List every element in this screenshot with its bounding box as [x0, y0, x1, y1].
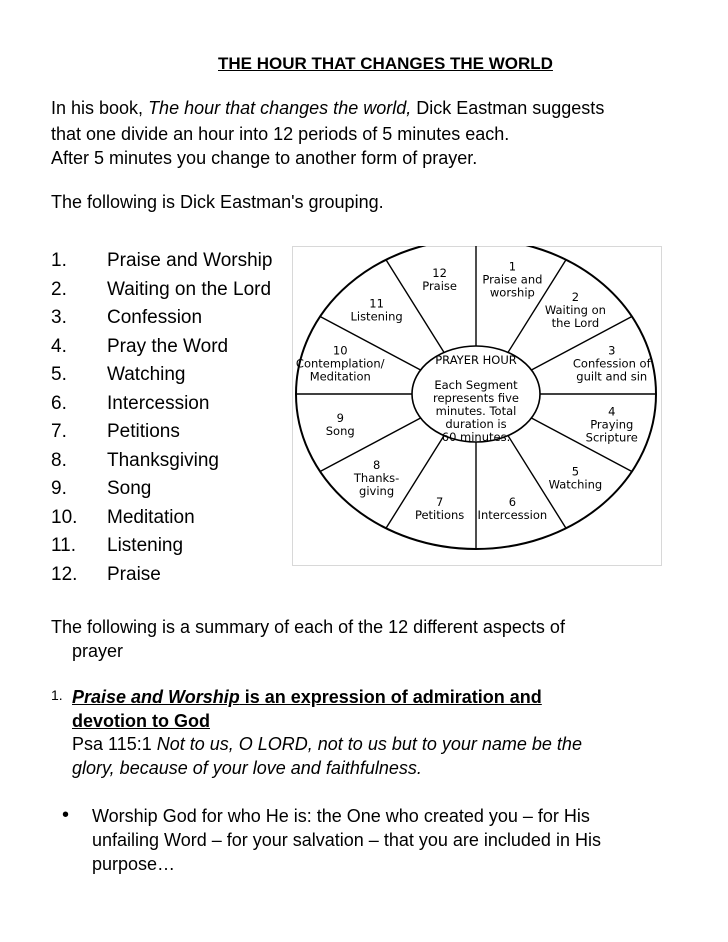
- wheel-segment-label: Contemplation/: [295, 356, 385, 371]
- wheel-segment-label: 5: [571, 464, 580, 479]
- list-item: Listening: [107, 535, 184, 556]
- summary-intro: The following is a summary of each of the 12 different aspects of: [51, 617, 565, 637]
- page-title: THE HOUR THAT CHANGES THE WORLD: [218, 54, 553, 73]
- bullet-line-3: purpose…: [92, 854, 176, 874]
- intro-line-2: that one divide an hour into 12 periods of 5 minutes each.: [51, 124, 510, 144]
- list-item: Waiting on the Lord: [107, 279, 272, 300]
- wheel-segment-label: Confession of: [572, 356, 651, 371]
- list-number: 10.: [51, 507, 78, 528]
- item-number: 1.: [51, 687, 63, 703]
- grouping-intro: The following is Dick Eastman's grouping.: [51, 192, 384, 212]
- list-number: 5.: [51, 364, 67, 385]
- list-item: Praise: [107, 564, 161, 585]
- wheel-segment-label: Waiting on: [544, 303, 606, 318]
- list-item: Intercession: [107, 393, 210, 414]
- intro-text: In his book,: [51, 98, 149, 118]
- wheel-segment-label: Scripture: [585, 430, 638, 445]
- wheel-segment-label: the Lord: [551, 316, 600, 331]
- wheel-segment-label: Praise: [422, 278, 458, 293]
- wheel-segment-label: 3: [608, 343, 616, 358]
- list-item: Thanksgiving: [107, 450, 219, 471]
- intro-line-1: [51, 98, 604, 119]
- wheel-segment-label: giving: [359, 483, 395, 498]
- wheel-center-label: PRAYER HOUR: [435, 353, 517, 367]
- wheel-segment-label: Thanks-: [353, 470, 400, 485]
- scripture-text: Not to us, O LORD, not to us but to your name be the: [156, 734, 582, 754]
- wheel-segment-label: 6: [508, 495, 517, 510]
- wheel-segment-label: Petitions: [414, 508, 465, 523]
- wheel-labels: [296, 259, 652, 522]
- wheel-segment-label: Song: [325, 424, 355, 439]
- wheel-segment-label: 2: [571, 290, 580, 305]
- wheel-segment-label: Meditation: [309, 369, 371, 384]
- summary-intro-cont: prayer: [72, 641, 124, 661]
- item-heading-text: is an expression of admiration and: [239, 687, 542, 707]
- wheel-segment-label: 9: [336, 411, 344, 426]
- wheel-segment-label: 4: [608, 404, 616, 419]
- list-number: 1.: [51, 250, 67, 271]
- wheel-segment-label: 10: [332, 343, 348, 358]
- wheel-segment-label: 11: [369, 296, 384, 311]
- list-item: Praise and Worship: [107, 250, 273, 271]
- wheel-center-label: minutes. Total: [435, 404, 517, 418]
- wheel-center-label: 60 minutes.: [441, 430, 511, 444]
- list-item: Watching: [107, 364, 186, 385]
- list-item: Meditation: [107, 507, 195, 528]
- wheel-segment-label: Praying: [590, 417, 634, 432]
- scripture-ref: Psa 115:1: [72, 734, 157, 754]
- book-title: The hour that changes the world,: [148, 98, 412, 118]
- list-item: Pray the Word: [107, 336, 229, 357]
- scripture-line-1: [72, 734, 582, 755]
- wheel-segment-label: 12: [432, 265, 447, 280]
- wheel-segment-label: Listening: [350, 309, 403, 324]
- wheel-segment-label: Intercession: [477, 508, 548, 523]
- list-item: Confession: [107, 307, 203, 328]
- list-number: 12.: [51, 564, 78, 585]
- wheel-segment-label: 8: [372, 457, 381, 472]
- wheel-segment-label: worship: [489, 285, 535, 300]
- prayer-hour-wheel: [292, 246, 664, 567]
- list-item: Song: [107, 478, 152, 499]
- item-heading-text: devotion to God: [72, 711, 210, 731]
- wheel-center-label: represents five: [432, 391, 520, 405]
- wheel-center-label: duration is: [445, 417, 507, 431]
- list-number: 11.: [51, 535, 77, 556]
- scripture-line-2: glory, because of your love and faithfulness.: [72, 758, 422, 778]
- item-heading-line2: [72, 709, 210, 733]
- intro-line-3: After 5 minutes you change to another form of prayer.: [51, 148, 478, 168]
- list-number: 7.: [51, 421, 67, 442]
- list-number: 6.: [51, 393, 67, 414]
- list-number: 8.: [51, 450, 67, 471]
- wheel-segment-label: guilt and sin: [576, 369, 648, 384]
- intro-text: Dick Eastman suggests: [411, 98, 605, 118]
- wheel-segment-label: Watching: [548, 477, 603, 492]
- wheel-segment-label: 1: [508, 259, 517, 274]
- item-heading-term: Praise and Worship: [72, 687, 240, 707]
- bullet-dot: •: [62, 804, 70, 826]
- list-number: 3.: [51, 307, 67, 328]
- list-number: 2.: [51, 279, 67, 300]
- bullet-line-1: Worship God for who He is: the One who created you – for His: [92, 806, 590, 826]
- bullet-line-2: unfailing Word – for your salvation – that you are included in His: [92, 830, 601, 850]
- item-heading: [72, 685, 542, 709]
- list-item: Petitions: [107, 421, 180, 442]
- list-number: 9.: [51, 478, 67, 499]
- wheel-segment-label: 7: [435, 495, 444, 510]
- wheel-center-label: Each Segment: [434, 378, 518, 392]
- list-number: 4.: [51, 336, 67, 357]
- wheel-segment-label: Praise and: [482, 272, 543, 287]
